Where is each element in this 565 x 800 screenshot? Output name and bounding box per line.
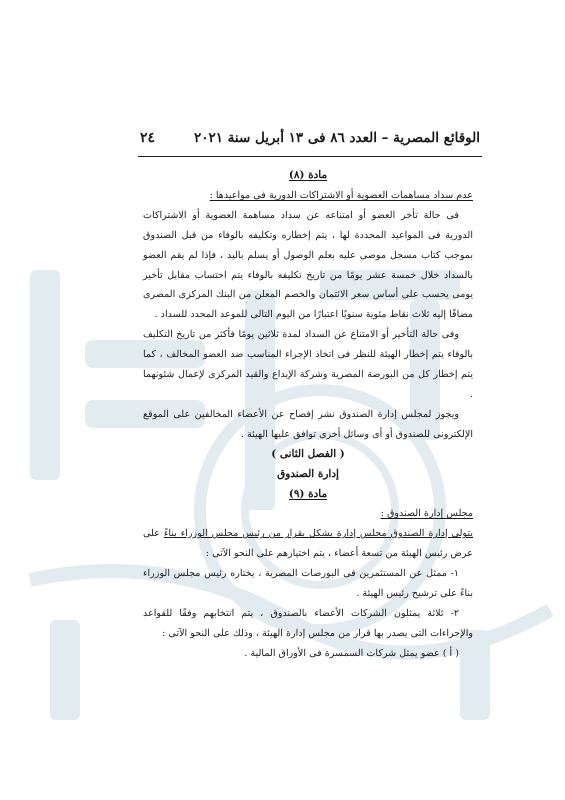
article-8-paragraph-2: وفى حالة التأخير أو الامتناع عن السداد لمدة ثلاثين يومًا فأكثر من تاريخ التكليف بالوفاء يتم إخطار الهيئة للنظر فى اتخاذ الإجراء المناسب ضد العضو المخالف ، كما يتم إخطار كل من البورصة المصرية وشركة الإيداع والقيد المركزى لإعمال شئونهما . xyxy=(143,329,473,400)
article-9-intro xyxy=(143,524,473,564)
page-number: ٢٤ xyxy=(140,130,156,146)
article-9-subheading: مجلس إدارة الصندوق : xyxy=(380,508,473,520)
chapter-subtitle: إدارة الصندوق xyxy=(277,467,339,480)
article-9-item-2a: ( أ ) عضو يمثل شركات السمسرة فى الأوراق المالية . xyxy=(244,647,459,659)
article-9-intro-underlined: يتولى إدارة الصندوق مجلس إدارة يشكل بقرار من رئيس مجلس الوزراء بناءً xyxy=(163,528,473,540)
article-9-item-2: ٢- ثلاثة يمثلون الشركات الأعضاء بالصندوق ، يتم انتخابهم وفقًا للقواعد والإجراءات التى يصدر بها قرار من مجلس إدارة الهيئة ، وذلك على النحو الآتى : xyxy=(143,607,473,639)
article-8-subheading: عدم سداد مساهمات العضوية أو الاشتراكات الدورية فى مواعيدها : xyxy=(209,189,473,201)
header-title: الوقائع المصرية – العدد ٨٦ فى ١٣ أبريل سنة ٢٠٢١ xyxy=(193,130,480,146)
article-9-item-1: ١- ممثل عن المستثمرين فى البورصات المصرية ، يختاره رئيس مجلس الوزراء بناءً على ترشيح رئيس الهيئة . xyxy=(143,568,473,600)
article-8-heading: مادة (٨) xyxy=(288,169,328,181)
header-rule xyxy=(138,156,482,157)
article-8-paragraph-3: ويجوز لمجلس إدارة الصندوق نشر إفصاح عن الأعضاء المخالفين على الموقع الإلكترونى للصندوق أو أى وسائل أخرى توافق عليها الهيئة . xyxy=(143,408,473,440)
chapter-title: ( الفصل الثانى ) xyxy=(271,447,345,460)
page-header xyxy=(140,130,480,146)
article-8-paragraph-1: فى حالة تأخر العضو أو امتناعه عن سداد مساهمة العضوية أو الاشتراكات الدورية فى المواعيد المحددة لها ، يتم إخطاره وتكليفه بالوفاء من قبل الصندوق بموجب كتاب مسجل موصى عليه بعلم الوصول أو يسلم باليد ، فإذا لم يقم العضو بالسداد خلال خمسة عشر يومًا من تاريخ تكليفه بالوفاء يتم احتساب مقابل تأخير يومى يحسب على أساس سعر الائتمان والخصم المعلن من البنك المركزى المصرى مضافًا إليه ثلاث نقاط مئوية سنويًا اعتبارًا من اليوم التالى للموعد المحدد للسداد . xyxy=(143,209,473,321)
article-9-intro-rest: على عرض رئيس الهيئة من تسعة أعضاء ، يتم اختيارهم على النحو الآتى : xyxy=(143,528,473,560)
document-body xyxy=(143,166,473,664)
article-9-heading: مادة (٩) xyxy=(288,487,328,500)
